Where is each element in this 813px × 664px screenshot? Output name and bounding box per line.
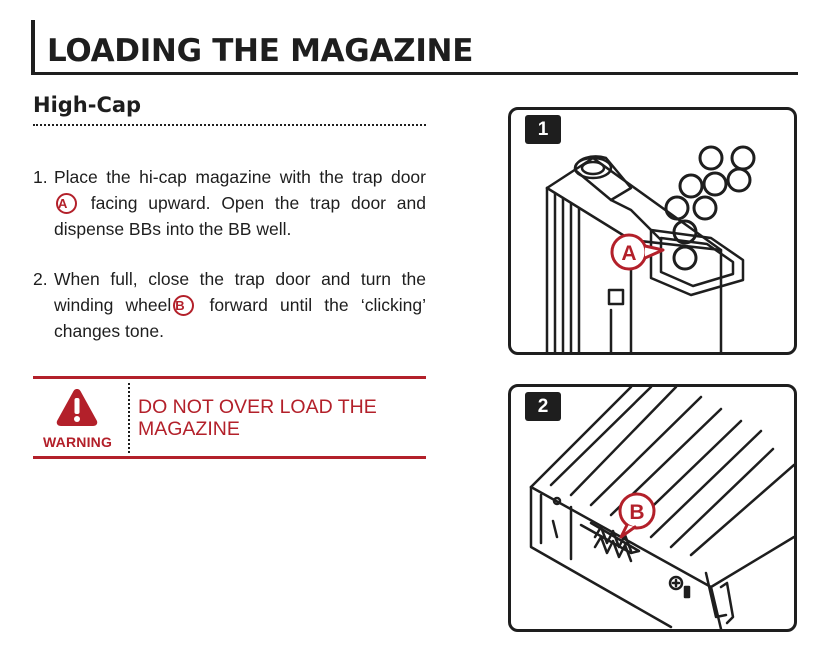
figure-number: 1: [525, 115, 561, 144]
magazine-top-illustration: [511, 110, 794, 352]
title-bar: [31, 20, 798, 75]
callout-a-label: A: [621, 242, 637, 265]
magazine-side-illustration: [511, 387, 794, 629]
warning-label: WARNING: [43, 434, 113, 450]
figure-number: 2: [525, 392, 561, 421]
warning-box: [33, 376, 426, 459]
step-1: [33, 164, 426, 242]
callout-b-label: B: [629, 501, 645, 524]
warning-divider: [128, 383, 130, 453]
section-divider: [33, 124, 426, 126]
page-title: LOADING THE MAGAZINE: [47, 33, 474, 69]
step-text: facing upward. Open the trap door and dispense BBs into the BB well.: [54, 193, 426, 239]
figure-1-panel: [508, 107, 797, 355]
step-number: 2.: [33, 269, 48, 289]
step-text: Place the hi-cap magazine with the trap door: [54, 167, 426, 187]
callout-b-marker: B: [173, 295, 194, 316]
warning-triangle-icon: [55, 387, 99, 427]
instruction-list: [33, 164, 426, 368]
figure-2-panel: [508, 384, 797, 632]
warning-text: DO NOT OVER LOAD THE MAGAZINE: [138, 396, 377, 440]
section-subtitle: High-Cap: [33, 93, 142, 117]
step-text: forward until the ‘clicking’ changes tone.: [54, 295, 426, 341]
step-number: 1.: [33, 167, 48, 187]
step-text: When full, close the trap door and turn the winding wheel: [54, 269, 426, 315]
step-2: [33, 266, 426, 344]
callout-a-marker: A: [56, 193, 77, 214]
